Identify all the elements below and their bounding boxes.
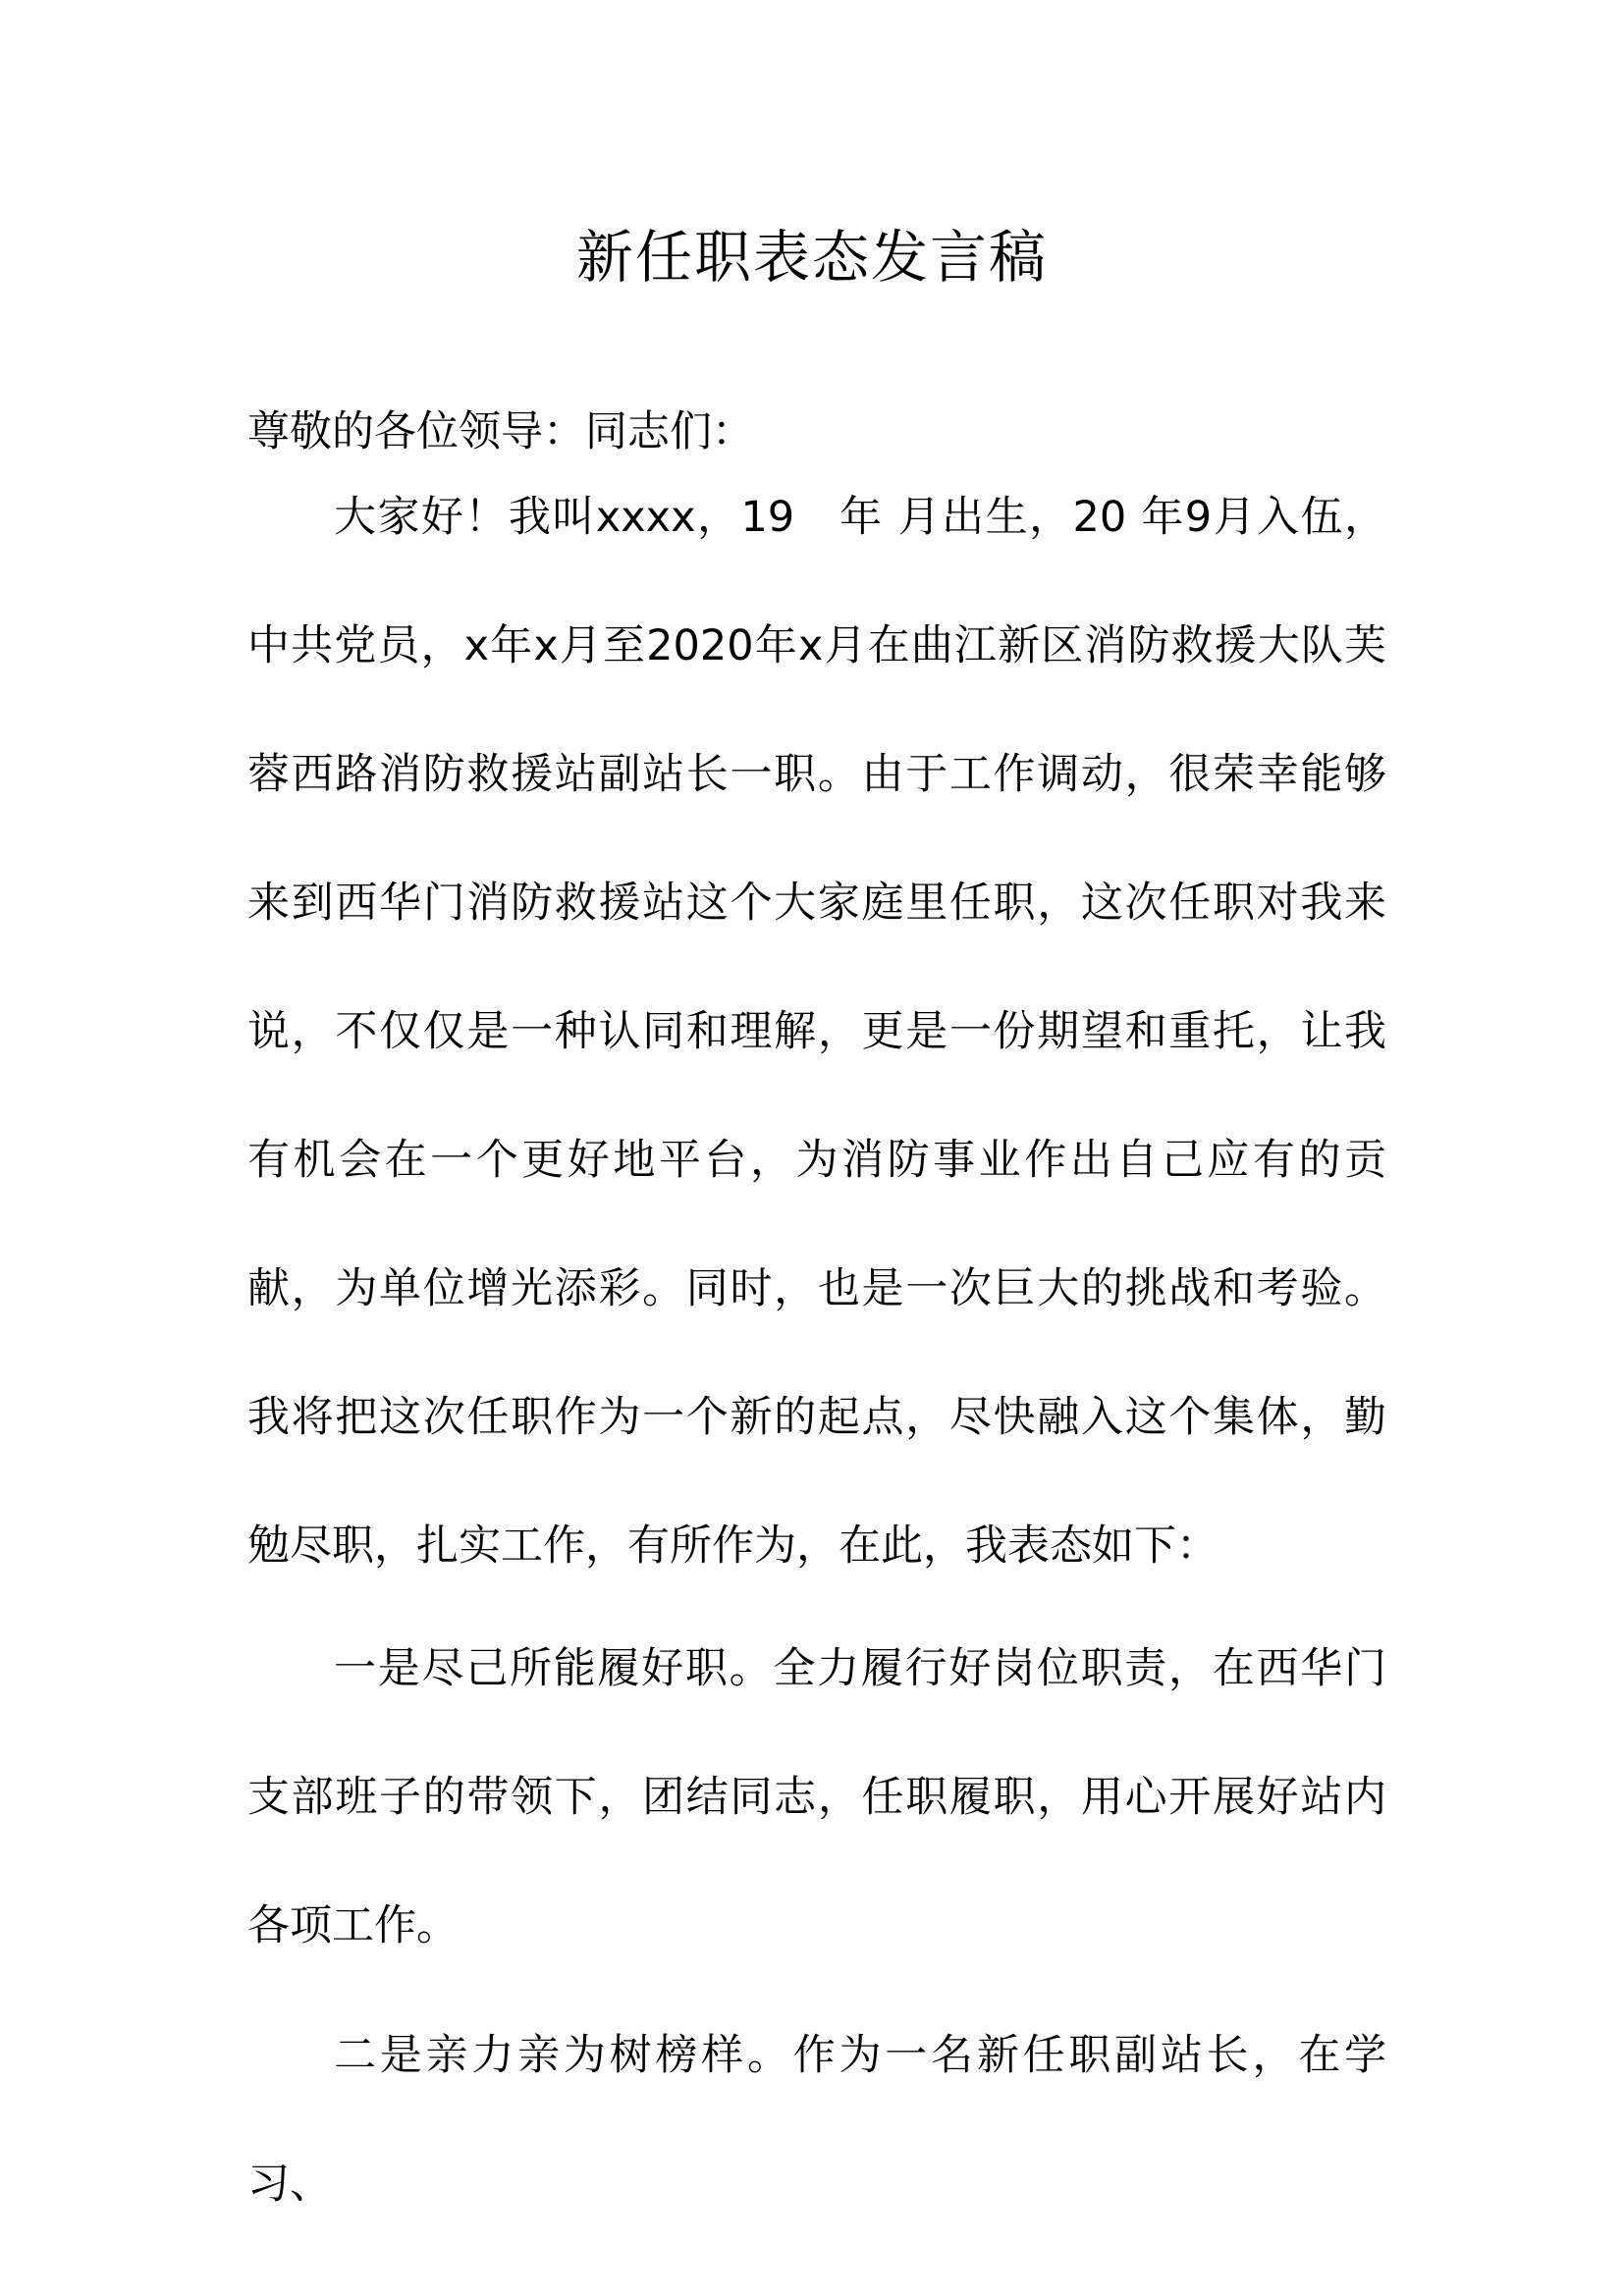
paragraph-pledge-one: 一是尽己所能履好职。全力履行好岗位职责，在西华门支部班子的带领下，团结同志，任职履职，用心开展好站内各项工作。 bbox=[247, 1644, 1386, 1950]
salutation: 尊敬的各位领导：同志们： bbox=[247, 407, 754, 456]
paragraph-pledge-two: 二是亲力亲为树榜样。作为一名新任职副站长，在学习、 bbox=[247, 2031, 1386, 2209]
paragraph-introduction: 大家好！我叫xxxx，19 年 月出生，20 年9月入伍，中共党员，x年x月至2020年x月在曲江新区消防救援大队芙蓉西路消防救援站副站长一职。由于工作调动，很荣幸能够来到西华门消防救援站这个大家庭里任职，这次任职对我来说，不仅仅是一种认同和理解，更是一份期望和重托，让我有机会在一个更好地平台，为消防事业作出自己应有的贡献，为单位增光添彩。同时，也是一次巨大的挑战和考验。我将把这次任职作为一个新的起点，尽快融入这个集体，勤勉尽职，扎实工作，有所作为，在此，我表态如下： bbox=[247, 493, 1386, 1571]
document-title: 新任职表态发言稿 bbox=[575, 224, 1048, 291]
